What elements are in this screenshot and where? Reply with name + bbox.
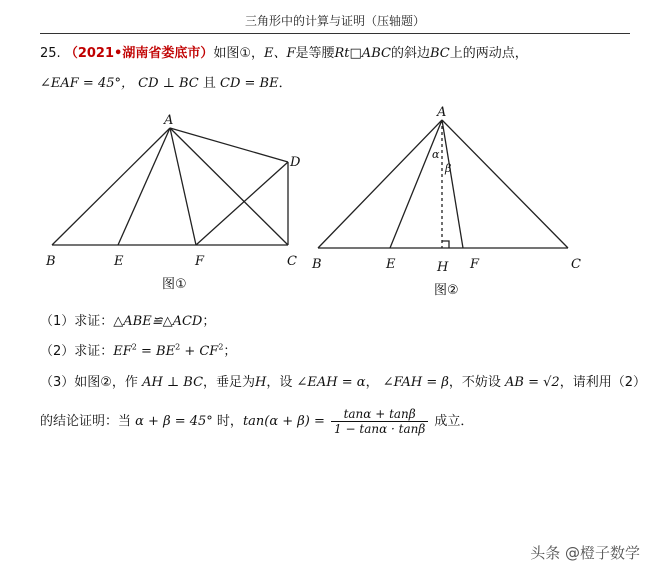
question-3-line-2	[40, 407, 473, 436]
fig2-label-f: F	[470, 257, 480, 272]
fig2-right-angle-mark	[442, 241, 449, 248]
fig1-label-a: A	[164, 113, 174, 128]
fig1-seg-fd	[196, 162, 288, 245]
q3-text-c: ，垂足为	[203, 375, 256, 390]
intro-text-a: 如图①，	[213, 46, 264, 61]
q2-cf: + CF	[180, 344, 219, 359]
q3-text-a: （3）如图②，作	[40, 375, 143, 390]
watermark: 头条 @橙子数学	[530, 544, 640, 562]
q3-text-k: ，请利用（2）	[559, 375, 646, 390]
fig2-seg-ac	[442, 120, 568, 248]
fig2-angle-beta: β	[445, 162, 452, 175]
fig2-seg-ae	[390, 120, 442, 248]
q3-fraction	[331, 407, 428, 436]
q2-square-3: 2	[218, 342, 224, 352]
q3-text-l: 的结论证明：当	[40, 414, 136, 429]
fig1-label-b: B	[46, 254, 56, 269]
fig2-angle-alpha: α	[432, 148, 440, 161]
intro-triangle: Rt□ABC	[334, 46, 391, 61]
fig2-label-b: B	[312, 257, 322, 272]
q3-text-e: ，设	[266, 375, 297, 390]
fig1-label-f: F	[195, 254, 205, 269]
intro-text-e: 的斜边	[390, 46, 430, 61]
q3-text-p: 成立．	[430, 414, 474, 429]
q3-tan-lhs: tan(α + β) =	[242, 414, 325, 429]
fig2-label-e: E	[386, 257, 396, 272]
question-3-line-1	[40, 371, 646, 390]
problem-conditions	[40, 72, 292, 91]
q2-square-1: 2	[131, 342, 137, 352]
question-1	[40, 310, 215, 329]
problem-intro	[40, 42, 528, 61]
q2-be: = BE	[136, 344, 176, 359]
fig1-caption: 图①	[162, 277, 187, 292]
intro-text-g: 上的两动点，	[449, 46, 528, 61]
fig2-caption: 图②	[434, 283, 459, 298]
condition-end: ．	[278, 76, 292, 91]
q3-text-g: ，	[365, 375, 383, 390]
figure-2	[305, 100, 595, 305]
condition-equal: CD = BE	[220, 76, 279, 91]
q3-sum-condition: α + β = 45°	[135, 414, 213, 429]
q3-ah-perp: AH ⊥ BC	[142, 375, 204, 390]
q2-square-2: 2	[175, 342, 181, 352]
fig2-label-c: C	[571, 257, 581, 272]
fig1-label-d: D	[290, 155, 301, 170]
header-title: 三角形中的计算与证明（压轴题）	[244, 14, 425, 28]
q3-angle-alpha: ∠EAH = α	[296, 375, 366, 390]
fig2-label-h: H	[437, 260, 449, 275]
q2-suffix: ；	[223, 344, 237, 359]
fig1-seg-ae	[118, 128, 170, 245]
question-2	[40, 340, 236, 359]
q3-fraction-numerator: tanα + tanβ	[331, 407, 428, 422]
q1-suffix: ；	[202, 314, 216, 329]
fig2-seg-ab	[318, 120, 442, 248]
q1-expression: △ABE≌△ACD	[113, 314, 203, 329]
q2-prefix: （2）求证：	[40, 344, 114, 359]
fig1-label-c: C	[287, 254, 297, 269]
fig2-seg-af	[442, 120, 463, 248]
q3-ab-value: AB = √2	[505, 375, 560, 390]
intro-bc: BC	[429, 46, 450, 61]
fig2-label-a: A	[437, 105, 447, 120]
problem-source: （2021•湖南省娄底市）	[64, 46, 214, 61]
q1-prefix: （1）求证：	[40, 314, 114, 329]
page-header	[40, 12, 630, 34]
figure-1	[40, 108, 310, 298]
condition-perpendicular: CD ⊥ BC	[138, 76, 199, 91]
q3-text-i: ，不妨设	[448, 375, 506, 390]
condition-and: 且	[198, 76, 221, 91]
q3-fraction-denominator: 1 − tanα · tanβ	[334, 422, 426, 436]
q2-ef: EF	[113, 344, 132, 359]
problem-number: 25.	[40, 46, 61, 61]
intro-text-c: 是等腰	[295, 46, 335, 61]
q3-h: H	[255, 375, 267, 390]
intro-points-ef: E、F	[263, 46, 296, 61]
q3-angle-beta: ∠FAH = β	[382, 375, 449, 390]
condition-angle: ∠EAF = 45°，	[40, 76, 134, 91]
fig1-seg-af	[170, 128, 196, 245]
q3-text-n: 时，	[212, 414, 243, 429]
fig1-seg-ab	[52, 128, 170, 245]
fig1-label-e: E	[114, 254, 124, 269]
